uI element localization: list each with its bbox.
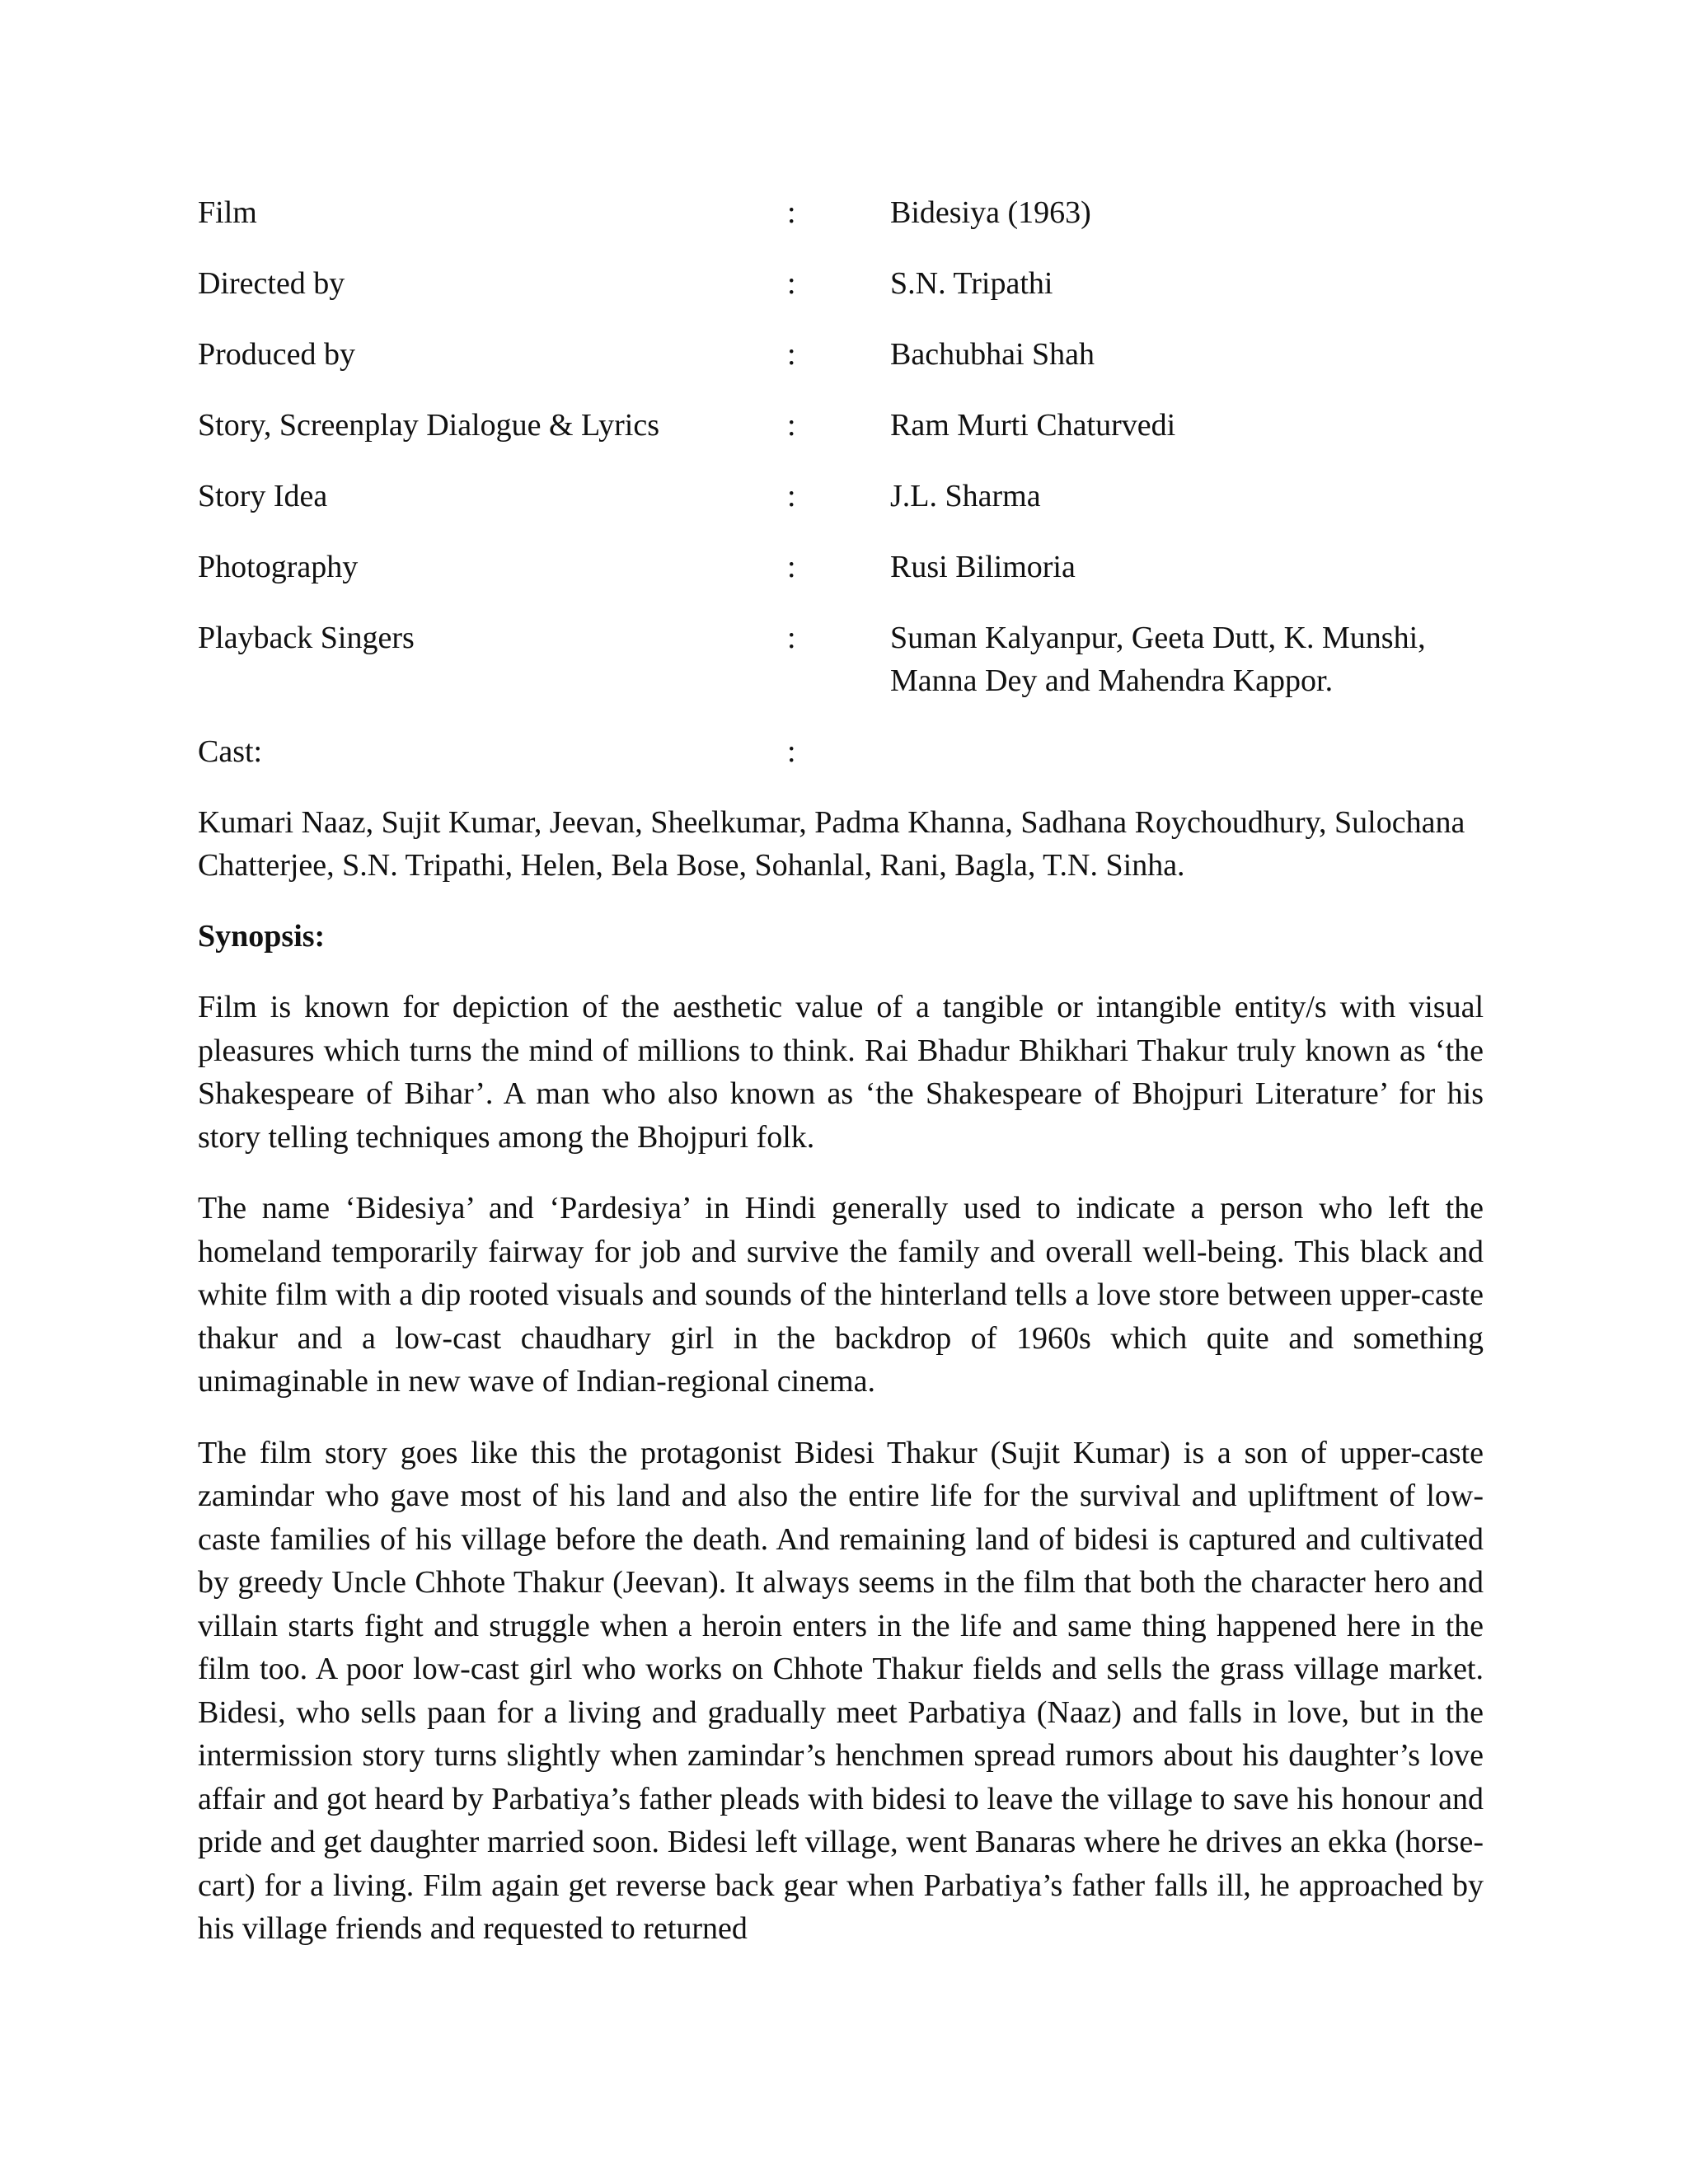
credit-colon: : (787, 195, 796, 230)
credit-value: Bachubhai Shah (890, 337, 1095, 372)
cast-list: Kumari Naaz, Sujit Kumar, Jeevan, Sheelkumar, Padma Khanna, Sadhana Roychoudhury, Sulochana Chatterjee, S.N. Tripathi, Helen, Bela Bose, Sohanlal, Rani, Bagla, T.N. Sinha. (198, 805, 1465, 883)
credit-label: Story Idea (198, 479, 328, 513)
credit-value: Rusi Bilimoria (890, 550, 1076, 584)
credit-value: Bidesiya (1963) (890, 195, 1091, 230)
credit-row-story-idea (198, 475, 1484, 546)
credit-label: Directed by (198, 266, 345, 301)
credit-label: Photography (198, 550, 359, 584)
credit-label: Playback Singers (198, 621, 415, 655)
credit-value: Suman Kalyanpur, Geeta Dutt, K. Munshi, Manna Dey and Mahendra Kappor. (890, 621, 1426, 698)
credit-label: Cast: (198, 734, 263, 769)
credit-colon: : (787, 550, 796, 584)
credit-value: Ram Murti Chaturvedi (890, 408, 1176, 443)
credit-value: J.L. Sharma (890, 479, 1041, 513)
credit-row-producer (198, 333, 1484, 404)
document-page (198, 191, 1484, 1979)
credit-label: Story, Screenplay Dialogue & Lyrics (198, 408, 660, 443)
credit-row-photography (198, 546, 1484, 616)
credit-colon: : (787, 479, 796, 513)
credit-colon: : (787, 408, 796, 443)
synopsis-paragraph: Film is known for depiction of the aesthetic value of a tangible or intangible entity/s with visual pleasures which turns the mind of millions to think. Rai Bhadur Bhikhari Thakur truly known as ‘the Shakespeare of Bihar’. A man who also known as ‘the Shakespeare of Bhojpuri Literature’ for his story telling techniques among the Bhojpuri folk. (198, 990, 1484, 1155)
credit-label: Film (198, 195, 257, 230)
credit-row-story (198, 404, 1484, 475)
credit-colon: : (787, 266, 796, 301)
synopsis-paragraph: The film story goes like this the protagonist Bidesi Thakur (Sujit Kumar) is a son of upper-caste zamindar who gave most of his land and also the entire life for the survival and upliftment of low-caste families of his village before the death. And remaining land of bidesi is captured and cultivated by greedy Uncle Chhote Thakur (Jeevan). It always seems in the film that both the character hero and villain starts fight and struggle when a heroin enters in the life and same thing happened here in the film too. A poor low-cast girl who works on Chhote Thakur fields and sells the grass village market. Bidesi, who sells paan for a living and gradually meet Parbatiya (Naaz) and falls in love, but in the intermission story turns slightly when zamindar’s henchmen spread rumors about his daughter’s love affair and got heard by Parbatiya’s father pleads with bidesi to leave the village to save his honour and pride and get daughter married soon. Bidesi left village, went Banaras where he drives an ekka (horse-cart) for a living. Film again get reverse back gear when Parbatiya’s father falls ill, he approached by his village friends and requested to returned (198, 1435, 1484, 1946)
credit-colon: : (787, 621, 796, 655)
credit-row-playback (198, 616, 1484, 730)
credit-colon: : (787, 337, 796, 372)
credit-value (890, 730, 1484, 801)
credit-row-cast (198, 730, 1484, 801)
credits-table (198, 191, 1484, 801)
credit-row-director (198, 262, 1484, 333)
credit-colon: : (787, 734, 796, 769)
credit-value: S.N. Tripathi (890, 266, 1053, 301)
synopsis-paragraph: The name ‘Bidesiya’ and ‘Pardesiya’ in Hindi generally used to indicate a person who left the homeland temporarily fairway for job and survive the family and overall well-being. This black and white film with a dip rooted visuals and sounds of the hinterland tells a love store between upper-caste thakur and a low-cast chaudhary girl in the backdrop of 1960s which quite and something unimaginable in new wave of Indian-regional cinema. (198, 1191, 1484, 1399)
synopsis-heading: Synopsis: (198, 919, 326, 954)
credit-label: Produced by (198, 337, 356, 372)
credit-row-film (198, 191, 1484, 262)
